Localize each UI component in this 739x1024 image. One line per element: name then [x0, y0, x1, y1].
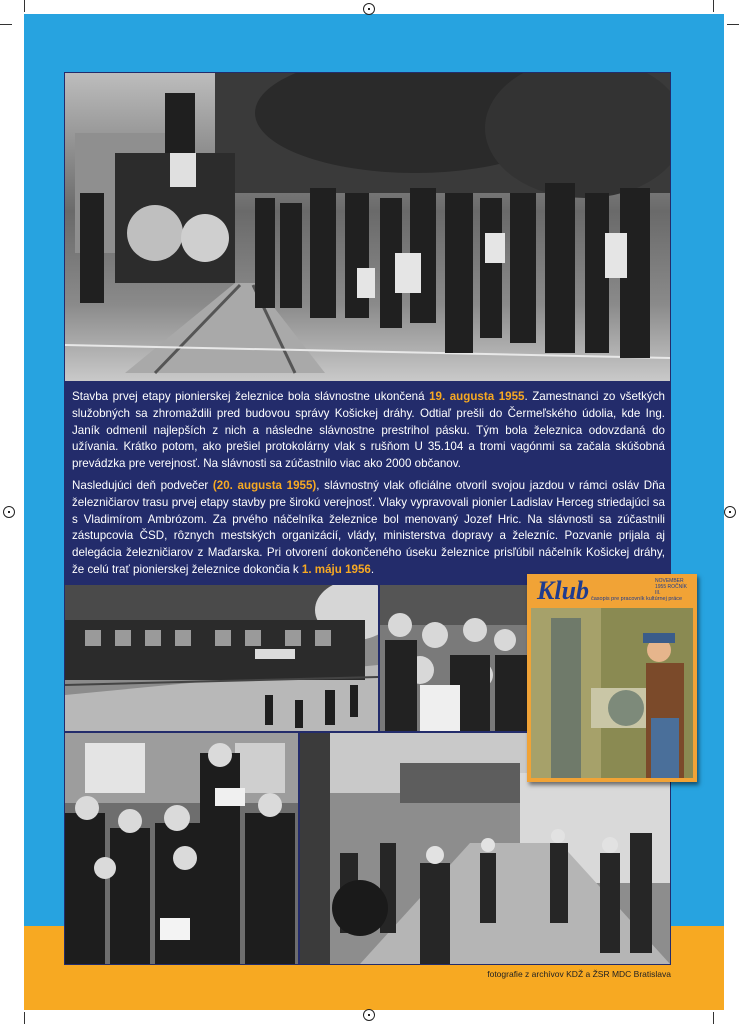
paragraph2-text-middle: , slávnostný vlak oficiálne otvoril svojou jazdou v rámci osláv Dňa železničiarov trasu prvej etapy stavby pre širokú verejnosť. Vlaky vypravovali pionier Ladislav Herceg striedajúci sa s Vladimírom Ambrózom. Za prvého náčelníka železnice bol menovaný Jozef Hric. Na slávnosti sa zúčastnili zástupcovia ČSD, rôznych mestských organizácií, vlády, ministerstva dopravy a železníc. Pozvanie prijala aj delegácia železničiarov z Maďarska. Pri otvorení dokončeného úseku železnice prisľúbil náčelník Košickej dráhy, že celú trať pionierskej železnice dokončia k	[72, 479, 665, 576]
registration-mark-icon	[724, 506, 736, 518]
magazine-cover-klub	[527, 574, 697, 782]
photo-pioneers-uniform	[65, 733, 298, 964]
photo-train-wagons	[65, 585, 378, 731]
magazine-cover-illustration	[531, 608, 693, 778]
magazine-date: NOVEMBER 1955 ROČNÍK III.	[655, 578, 687, 596]
registration-mark-icon	[363, 3, 375, 15]
photo-locomotive-crowd	[65, 73, 670, 381]
registration-mark-icon	[3, 506, 15, 518]
photo-crowd-closeup	[380, 585, 528, 731]
crop-mark	[24, 1012, 25, 1024]
paragraph1-text-end: . Zamestnanci zo všetkých služobných sa zhromaždili pred budovou správy Košickej dráhy. Odtiaľ prešli do Čermeľského údolia, kde Ing. Janík odmenil najlepších z nich a následne slávnostne prestrihol pásku. Tým bola železnica odovzdaná do užívania. Krátko potom, ako prešiel protokolárny vlak s rušňom U 35.104 a tromi vagónmi sa začala skúšobná prevádzka pre verejnosť. Na slávnosti sa zúčastnilo viac ako 2000 občanov.	[72, 390, 665, 471]
paragraph2-text-start: Nasledujúci deň podvečer	[72, 479, 213, 492]
date-highlight: 19. augusta 1955	[429, 390, 525, 403]
registration-mark-icon	[363, 1009, 375, 1021]
date-highlight: 1. máju 1956	[301, 562, 371, 576]
crop-mark	[24, 0, 25, 12]
date-highlight: (20. augusta 1955)	[212, 479, 317, 492]
paragraph-official-opening	[72, 478, 665, 579]
photo-credit-caption: fotografie z archívov KDŽ a ŽSR MDC Bratislava	[487, 969, 671, 979]
crop-mark	[0, 24, 12, 25]
magazine-subtitle: časopis pre pracovník kultúrnej práce	[591, 596, 683, 602]
paragraph-opening-first-stage	[72, 389, 665, 473]
magazine-title: Klub	[537, 576, 590, 605]
crop-mark	[727, 24, 739, 25]
crop-mark	[713, 0, 714, 12]
crop-mark	[713, 1012, 714, 1024]
paragraph1-text-start: Stavba prvej etapy pionierskej železnice bola slávnostne ukončená	[72, 390, 430, 403]
paragraph2-text-end: .	[370, 562, 375, 576]
